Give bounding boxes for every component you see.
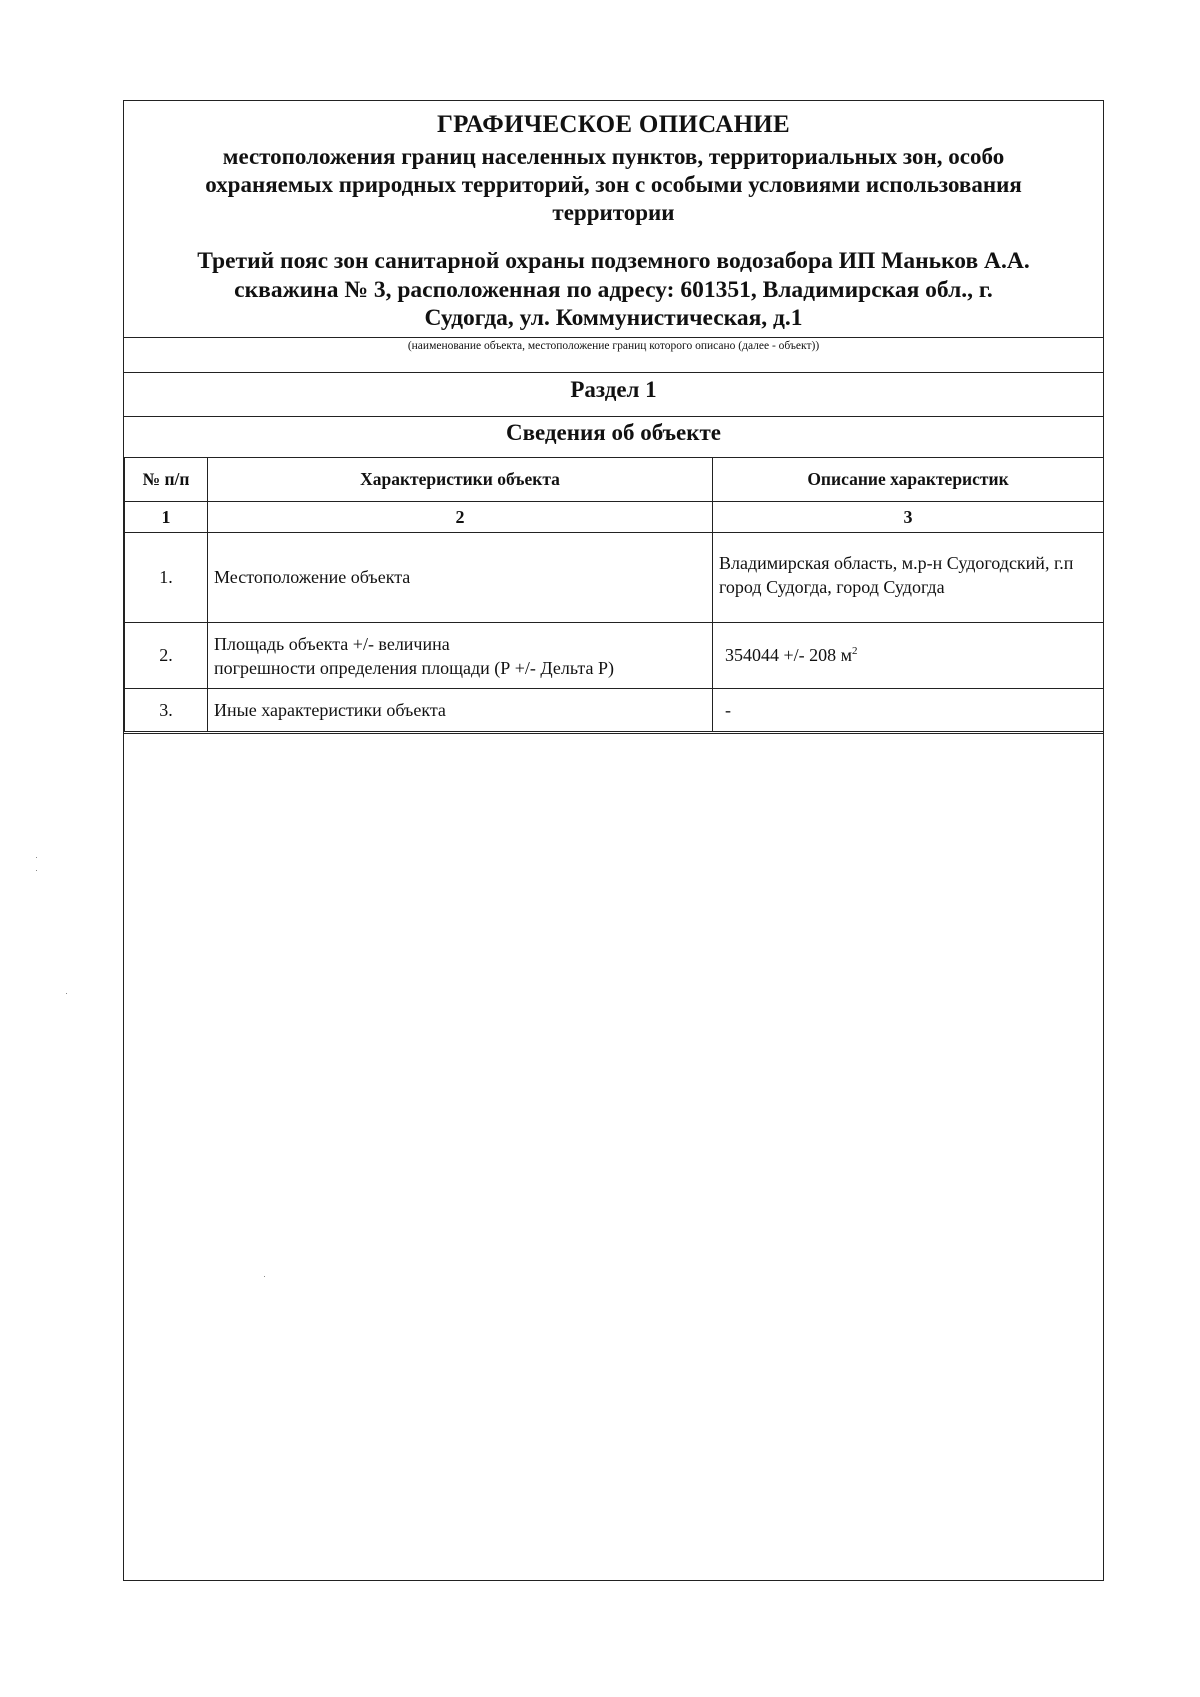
divider bbox=[124, 416, 1103, 417]
column-number: 2 bbox=[208, 502, 713, 533]
divider bbox=[124, 733, 1103, 734]
table-row bbox=[125, 533, 1104, 623]
document-header bbox=[124, 101, 1103, 337]
area-value: 354044 +/- 208 м bbox=[725, 645, 853, 665]
column-header: Характеристики объекта bbox=[208, 458, 713, 502]
object-caption: (наименование объекта, местоположение границ которого описано (далее - объект)) bbox=[407, 340, 820, 352]
area-unit-exponent: 2 bbox=[852, 645, 858, 657]
subtitle-line: охраняемых природных территорий, зон с особыми условиями использования bbox=[205, 172, 1022, 197]
row-number: 1. bbox=[125, 533, 208, 623]
object-info-table bbox=[124, 457, 1104, 732]
row-characteristic: Местоположение объекта bbox=[208, 533, 713, 623]
scan-speck bbox=[264, 1276, 265, 1277]
table-row bbox=[125, 689, 1104, 732]
column-number-row bbox=[125, 502, 1104, 533]
scan-speck bbox=[36, 857, 37, 858]
characteristic-line: погрешности определения площади (Р +/- Дельта Р) bbox=[214, 657, 614, 678]
document-title: ГРАФИЧЕСКОЕ ОПИСАНИЕ bbox=[436, 111, 791, 138]
column-header: № п/п bbox=[125, 458, 208, 502]
row-number: 3. bbox=[125, 689, 208, 732]
subtitle-line: территории bbox=[552, 200, 675, 225]
row-characteristic: Иные характеристики объекта bbox=[208, 689, 713, 732]
scan-speck bbox=[36, 870, 37, 871]
row-number: 2. bbox=[125, 623, 208, 689]
table-row bbox=[125, 623, 1104, 689]
table-header-row bbox=[125, 458, 1104, 502]
row-description bbox=[713, 623, 1104, 689]
column-number: 1 bbox=[125, 502, 208, 533]
divider bbox=[124, 337, 1103, 338]
row-description: - bbox=[713, 689, 1104, 732]
subtitle-line: местоположения границ населенных пунктов, территориальных зон, особо bbox=[222, 144, 1005, 169]
scan-speck bbox=[66, 993, 67, 994]
document-frame bbox=[123, 100, 1104, 1581]
divider bbox=[124, 372, 1103, 373]
column-header: Описание характеристик bbox=[713, 458, 1104, 502]
document-subtitle bbox=[134, 143, 1093, 227]
section-subtitle: Сведения об объекте bbox=[505, 420, 722, 445]
object-name-line: скважина № 3, расположенная по адресу: 601351, Владимирская обл., г. bbox=[234, 276, 993, 303]
section-title: Раздел 1 bbox=[570, 377, 657, 402]
column-number: 3 bbox=[713, 502, 1104, 533]
characteristic-line: Площадь объекта +/- величина bbox=[214, 633, 450, 654]
object-name bbox=[134, 247, 1093, 333]
object-name-line: Третий пояс зон санитарной охраны подземного водозабора ИП Маньков А.А. bbox=[197, 248, 1030, 274]
row-description: Владимирская область, м.р-н Судогодский, г.п город Судогда, город Судогда bbox=[713, 533, 1104, 623]
object-name-line: Судогда, ул. Коммунистическая, д.1 bbox=[424, 305, 803, 331]
row-characteristic bbox=[208, 623, 713, 689]
